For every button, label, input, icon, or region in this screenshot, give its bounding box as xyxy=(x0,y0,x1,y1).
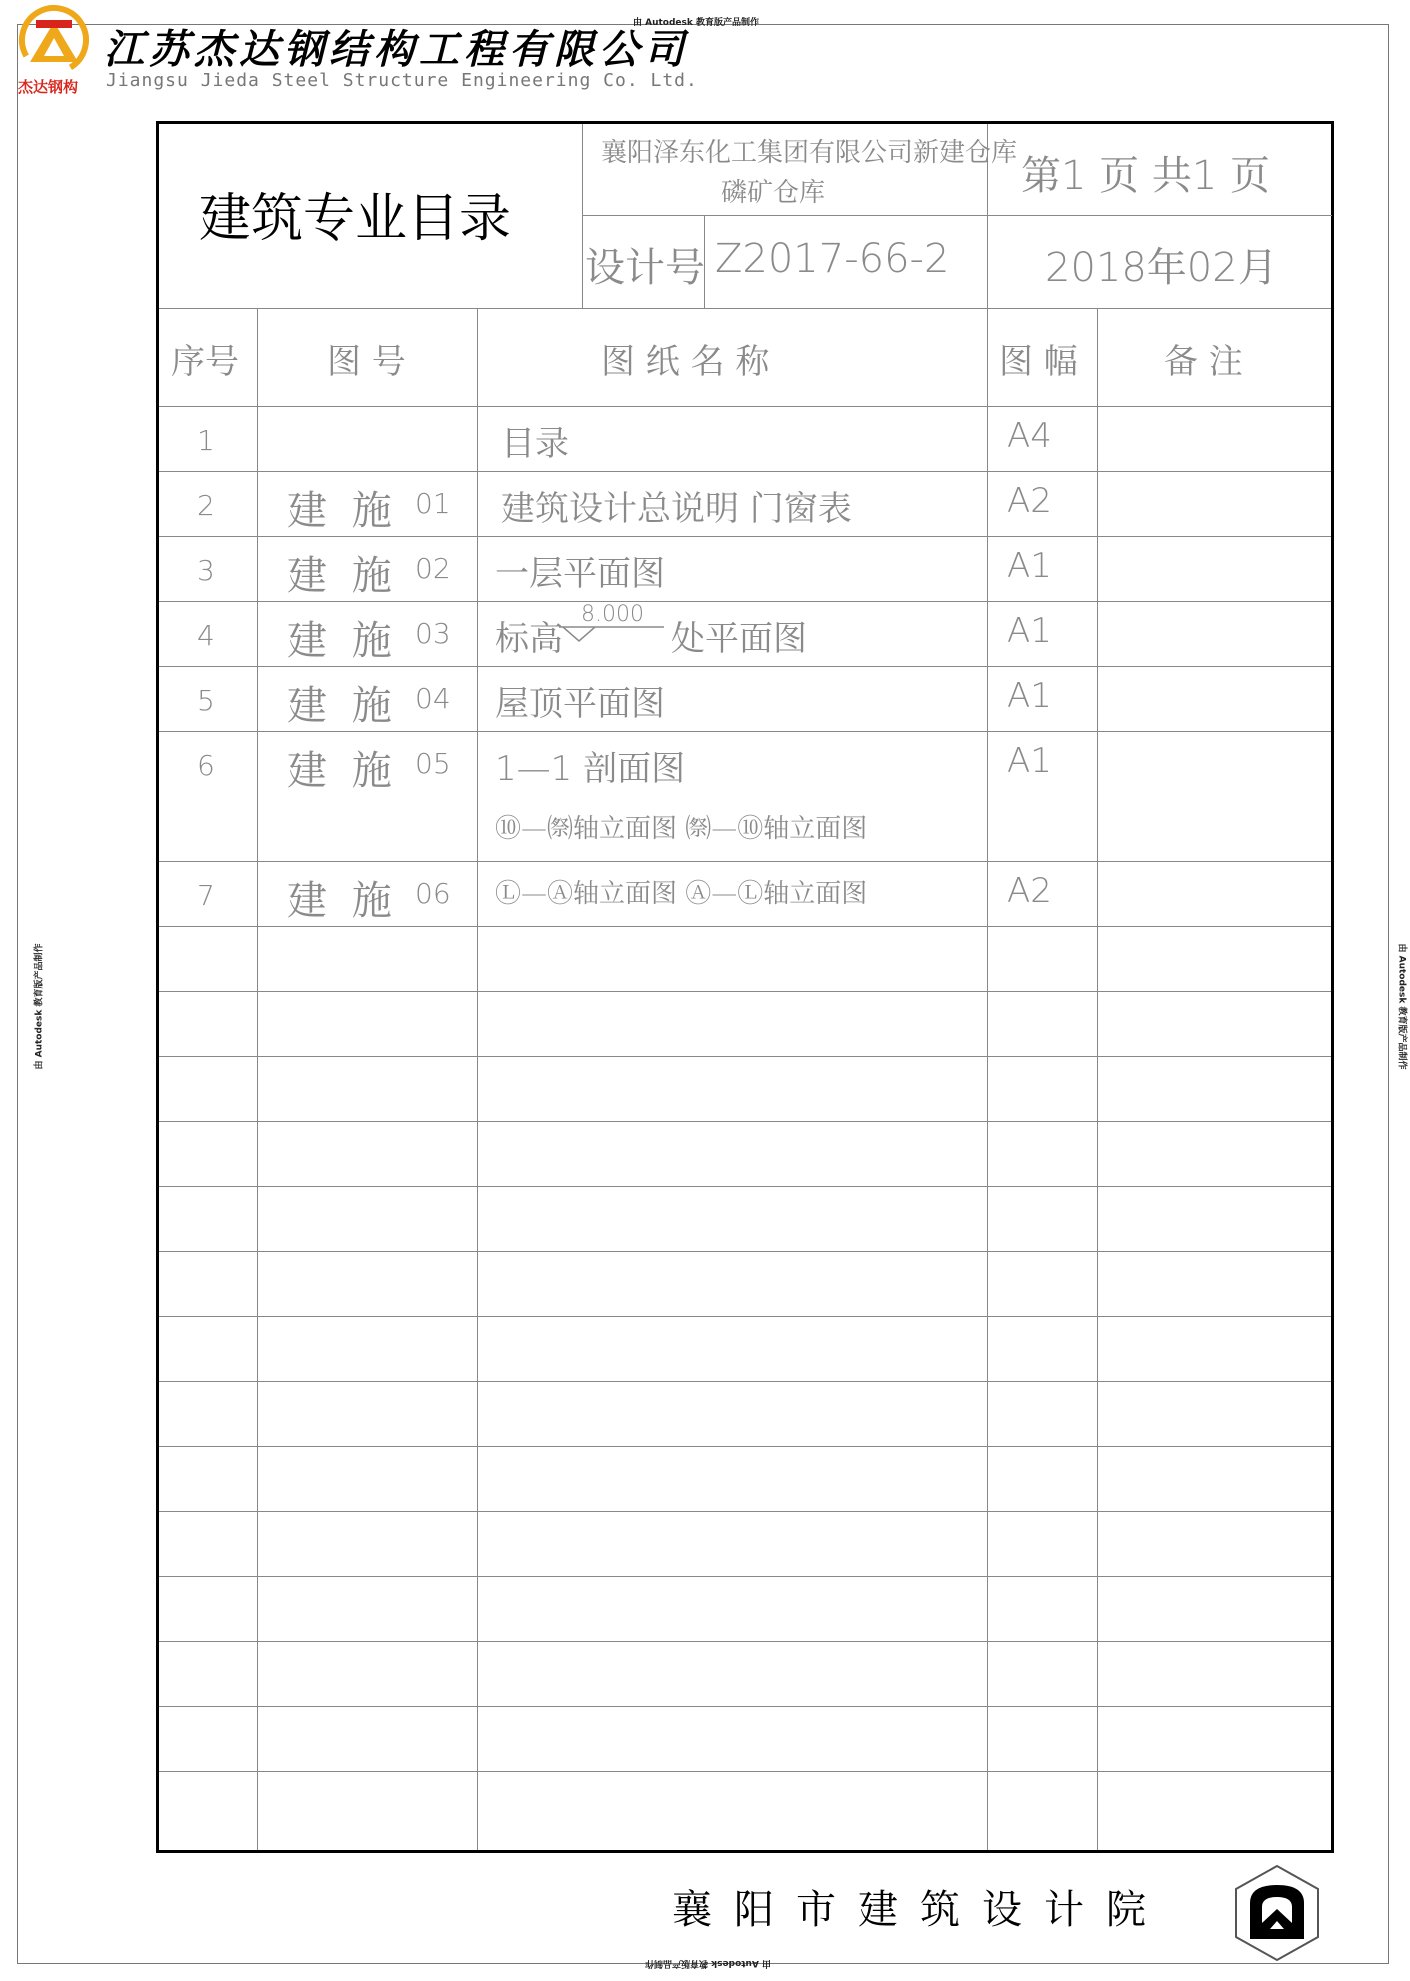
row-line xyxy=(159,1706,1331,1707)
row-line xyxy=(159,536,1331,537)
column-line xyxy=(257,308,258,1850)
col-header-drawing-no: 图 号 xyxy=(327,342,406,382)
col-header-size: 图 幅 xyxy=(999,342,1078,382)
row-seq: 4 xyxy=(197,619,215,652)
row-line xyxy=(159,1316,1331,1317)
row-line xyxy=(159,731,1331,732)
row-size: A2 xyxy=(1007,481,1052,521)
col-header-drawing-name: 图 纸 名 称 xyxy=(601,342,770,382)
column-line xyxy=(1097,308,1098,1850)
design-date: 2018年02月 xyxy=(1045,245,1278,291)
row-line xyxy=(159,666,1331,667)
row-drawing-prefix: 建 施 xyxy=(287,488,398,534)
row-drawing-name: 建筑设计总说明 门窗表 xyxy=(501,489,852,529)
row-drawing-no: 05 xyxy=(415,747,451,780)
row-size: A4 xyxy=(1007,416,1052,456)
row-size: A1 xyxy=(1007,611,1052,651)
row-drawing-no: 06 xyxy=(415,877,451,910)
row-drawing-no: 01 xyxy=(415,487,451,520)
header-bottom-line xyxy=(159,308,1331,309)
row-drawing-prefix: 建 施 xyxy=(287,878,398,924)
row-size: A1 xyxy=(1007,741,1052,781)
col-header-remark: 备 注 xyxy=(1164,342,1243,382)
row-drawing-name: Ⓛ—Ⓐ轴立面图 Ⓐ—Ⓛ轴立面图 xyxy=(495,879,868,909)
row-line xyxy=(159,406,1331,407)
row-size: A1 xyxy=(1007,676,1052,716)
row-line xyxy=(159,1771,1331,1772)
design-institute-name: 襄阳市建筑设计院 xyxy=(672,1887,1168,1933)
row-line xyxy=(159,1511,1331,1512)
row-drawing-name: 一层平面图 xyxy=(495,554,665,594)
row-drawing-prefix: 建 施 xyxy=(287,683,398,729)
company-name-cn: 江苏杰达钢结构工程有限公司 xyxy=(104,26,689,73)
row-drawing-prefix: 建 施 xyxy=(287,618,398,664)
page-info: 第1 页 共1 页 xyxy=(1021,153,1271,199)
row-seq: 1 xyxy=(197,424,215,457)
row-drawing-prefix: 建 施 xyxy=(287,748,398,794)
row-drawing-no: 04 xyxy=(415,682,451,715)
col-header-seq: 序号 xyxy=(171,342,239,382)
design-no: Z2017-66-2 xyxy=(715,236,950,282)
row-line xyxy=(159,926,1331,927)
row-seq: 5 xyxy=(197,684,215,717)
column-line xyxy=(987,308,988,1850)
elevation-triangle-icon xyxy=(559,626,664,644)
design-no-label: 设计号 xyxy=(585,245,705,291)
row-drawing-name: 1—1 剖面图 xyxy=(495,749,686,789)
brand-short-label: 杰达钢构 xyxy=(18,78,79,96)
header-divider xyxy=(582,215,1332,216)
row-line xyxy=(159,471,1331,472)
row-line xyxy=(159,1576,1331,1577)
company-name-en: Jiangsu Jieda Steel Structure Engineering Co. Ltd. xyxy=(106,70,698,91)
drawing-index-table xyxy=(156,121,1334,1853)
row-line xyxy=(159,861,1331,862)
row-line xyxy=(159,1251,1331,1252)
row-line xyxy=(159,601,1331,602)
row-drawing-name: 目录 xyxy=(501,424,569,464)
elevation-mark xyxy=(559,602,664,638)
document-title: 建筑专业目录 xyxy=(199,189,512,249)
row-drawing-prefix: 建 施 xyxy=(287,553,398,599)
row-drawing-name: 屋顶平面图 xyxy=(495,684,665,724)
watermark-right: 由 Autodesk 教育版产品制作 xyxy=(1396,943,1407,1070)
row-seq: 7 xyxy=(197,879,215,912)
row-line xyxy=(159,1446,1331,1447)
project-name: 襄阳泽东化工集团有限公司新建仓库 xyxy=(601,138,1018,168)
watermark-top: 由 Autodesk 教育版产品制作 xyxy=(633,18,760,28)
row-line xyxy=(159,1381,1331,1382)
elevation-value: 8.000 xyxy=(581,602,644,627)
row-drawing-name-suffix: 处平面图 xyxy=(671,619,807,659)
watermark-left: 由 Autodesk 教育版产品制作 xyxy=(34,943,45,1070)
column-line xyxy=(477,308,478,1850)
row-size: A1 xyxy=(1007,546,1052,586)
design-institute-logo xyxy=(1232,1863,1322,1963)
row-line xyxy=(159,1121,1331,1122)
row-drawing-name-prefix: 标高 xyxy=(495,619,563,659)
row-seq: 2 xyxy=(197,489,215,522)
row-size: A2 xyxy=(1007,871,1052,911)
row-line xyxy=(159,1186,1331,1187)
row-seq: 6 xyxy=(197,749,215,782)
row-line xyxy=(159,1641,1331,1642)
row-line xyxy=(159,1056,1331,1057)
header-divider xyxy=(582,124,583,308)
row-drawing-name-line2: ⑩—㉀轴立面图 ㉀—⑩轴立面图 xyxy=(495,814,868,844)
row-line xyxy=(159,991,1331,992)
project-subname: 磷矿仓库 xyxy=(721,178,826,208)
row-drawing-no: 03 xyxy=(415,617,451,650)
row-drawing-no: 02 xyxy=(415,552,451,585)
row-seq: 3 xyxy=(197,554,215,587)
watermark-bottom: 由 Autodesk 教育版产品制作 xyxy=(645,1958,772,1968)
